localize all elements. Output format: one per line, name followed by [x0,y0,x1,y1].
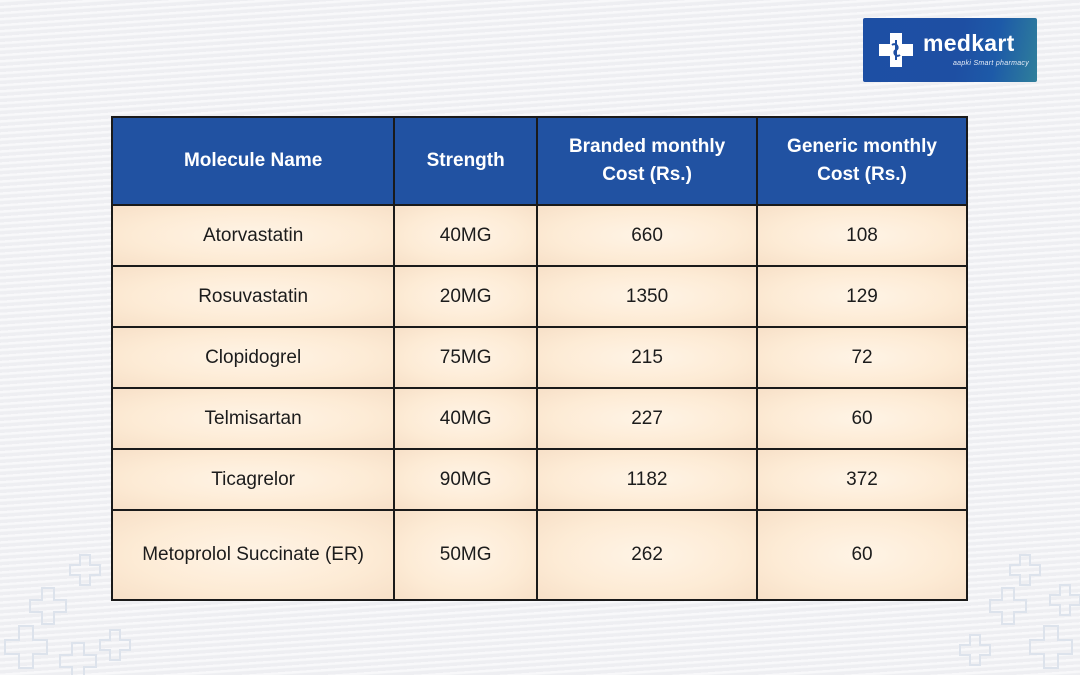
molecule-cell: Metoprolol Succinate (ER) [112,510,394,600]
table-row [112,205,967,266]
table-row [112,449,967,510]
table-row [112,266,967,327]
strength-cell: 50MG [394,510,537,600]
strength-cell: 40MG [394,205,537,266]
generic-cost-cell: 129 [757,266,967,327]
medical-cross-icon [877,31,915,69]
strength-cell: 40MG [394,388,537,449]
branded-cost-cell: 262 [537,510,757,600]
branded-cost-cell: 660 [537,205,757,266]
table-row [112,388,967,449]
generic-cost-cell: 72 [757,327,967,388]
header-molecule-name: Molecule Name [112,117,394,205]
medkart-logo [863,18,1037,82]
header-strength: Strength [394,117,537,205]
logo-tagline: aapki Smart pharmacy [952,60,1029,67]
strength-cell: 90MG [394,449,537,510]
strength-cell: 20MG [394,266,537,327]
molecule-cell: Clopidogrel [112,327,394,388]
branded-cost-cell: 1350 [537,266,757,327]
branded-cost-cell: 1182 [537,449,757,510]
generic-cost-cell: 372 [757,449,967,510]
header-generic-cost: Generic monthly Cost (Rs.) [757,117,967,205]
molecule-cell: Telmisartan [112,388,394,449]
logo-wordmark: medkart [923,30,1015,56]
table-header-row [112,117,967,205]
table-row [112,327,967,388]
generic-cost-cell: 108 [757,205,967,266]
generic-cost-cell: 60 [757,388,967,449]
generic-cost-cell: 60 [757,510,967,600]
price-comparison-table [111,116,968,601]
molecule-cell: Ticagrelor [112,449,394,510]
molecule-cell: Rosuvastatin [112,266,394,327]
molecule-cell: Atorvastatin [112,205,394,266]
branded-cost-cell: 215 [537,327,757,388]
header-branded-cost: Branded monthly Cost (Rs.) [537,117,757,205]
table-row [112,510,967,600]
branded-cost-cell: 227 [537,388,757,449]
strength-cell: 75MG [394,327,537,388]
